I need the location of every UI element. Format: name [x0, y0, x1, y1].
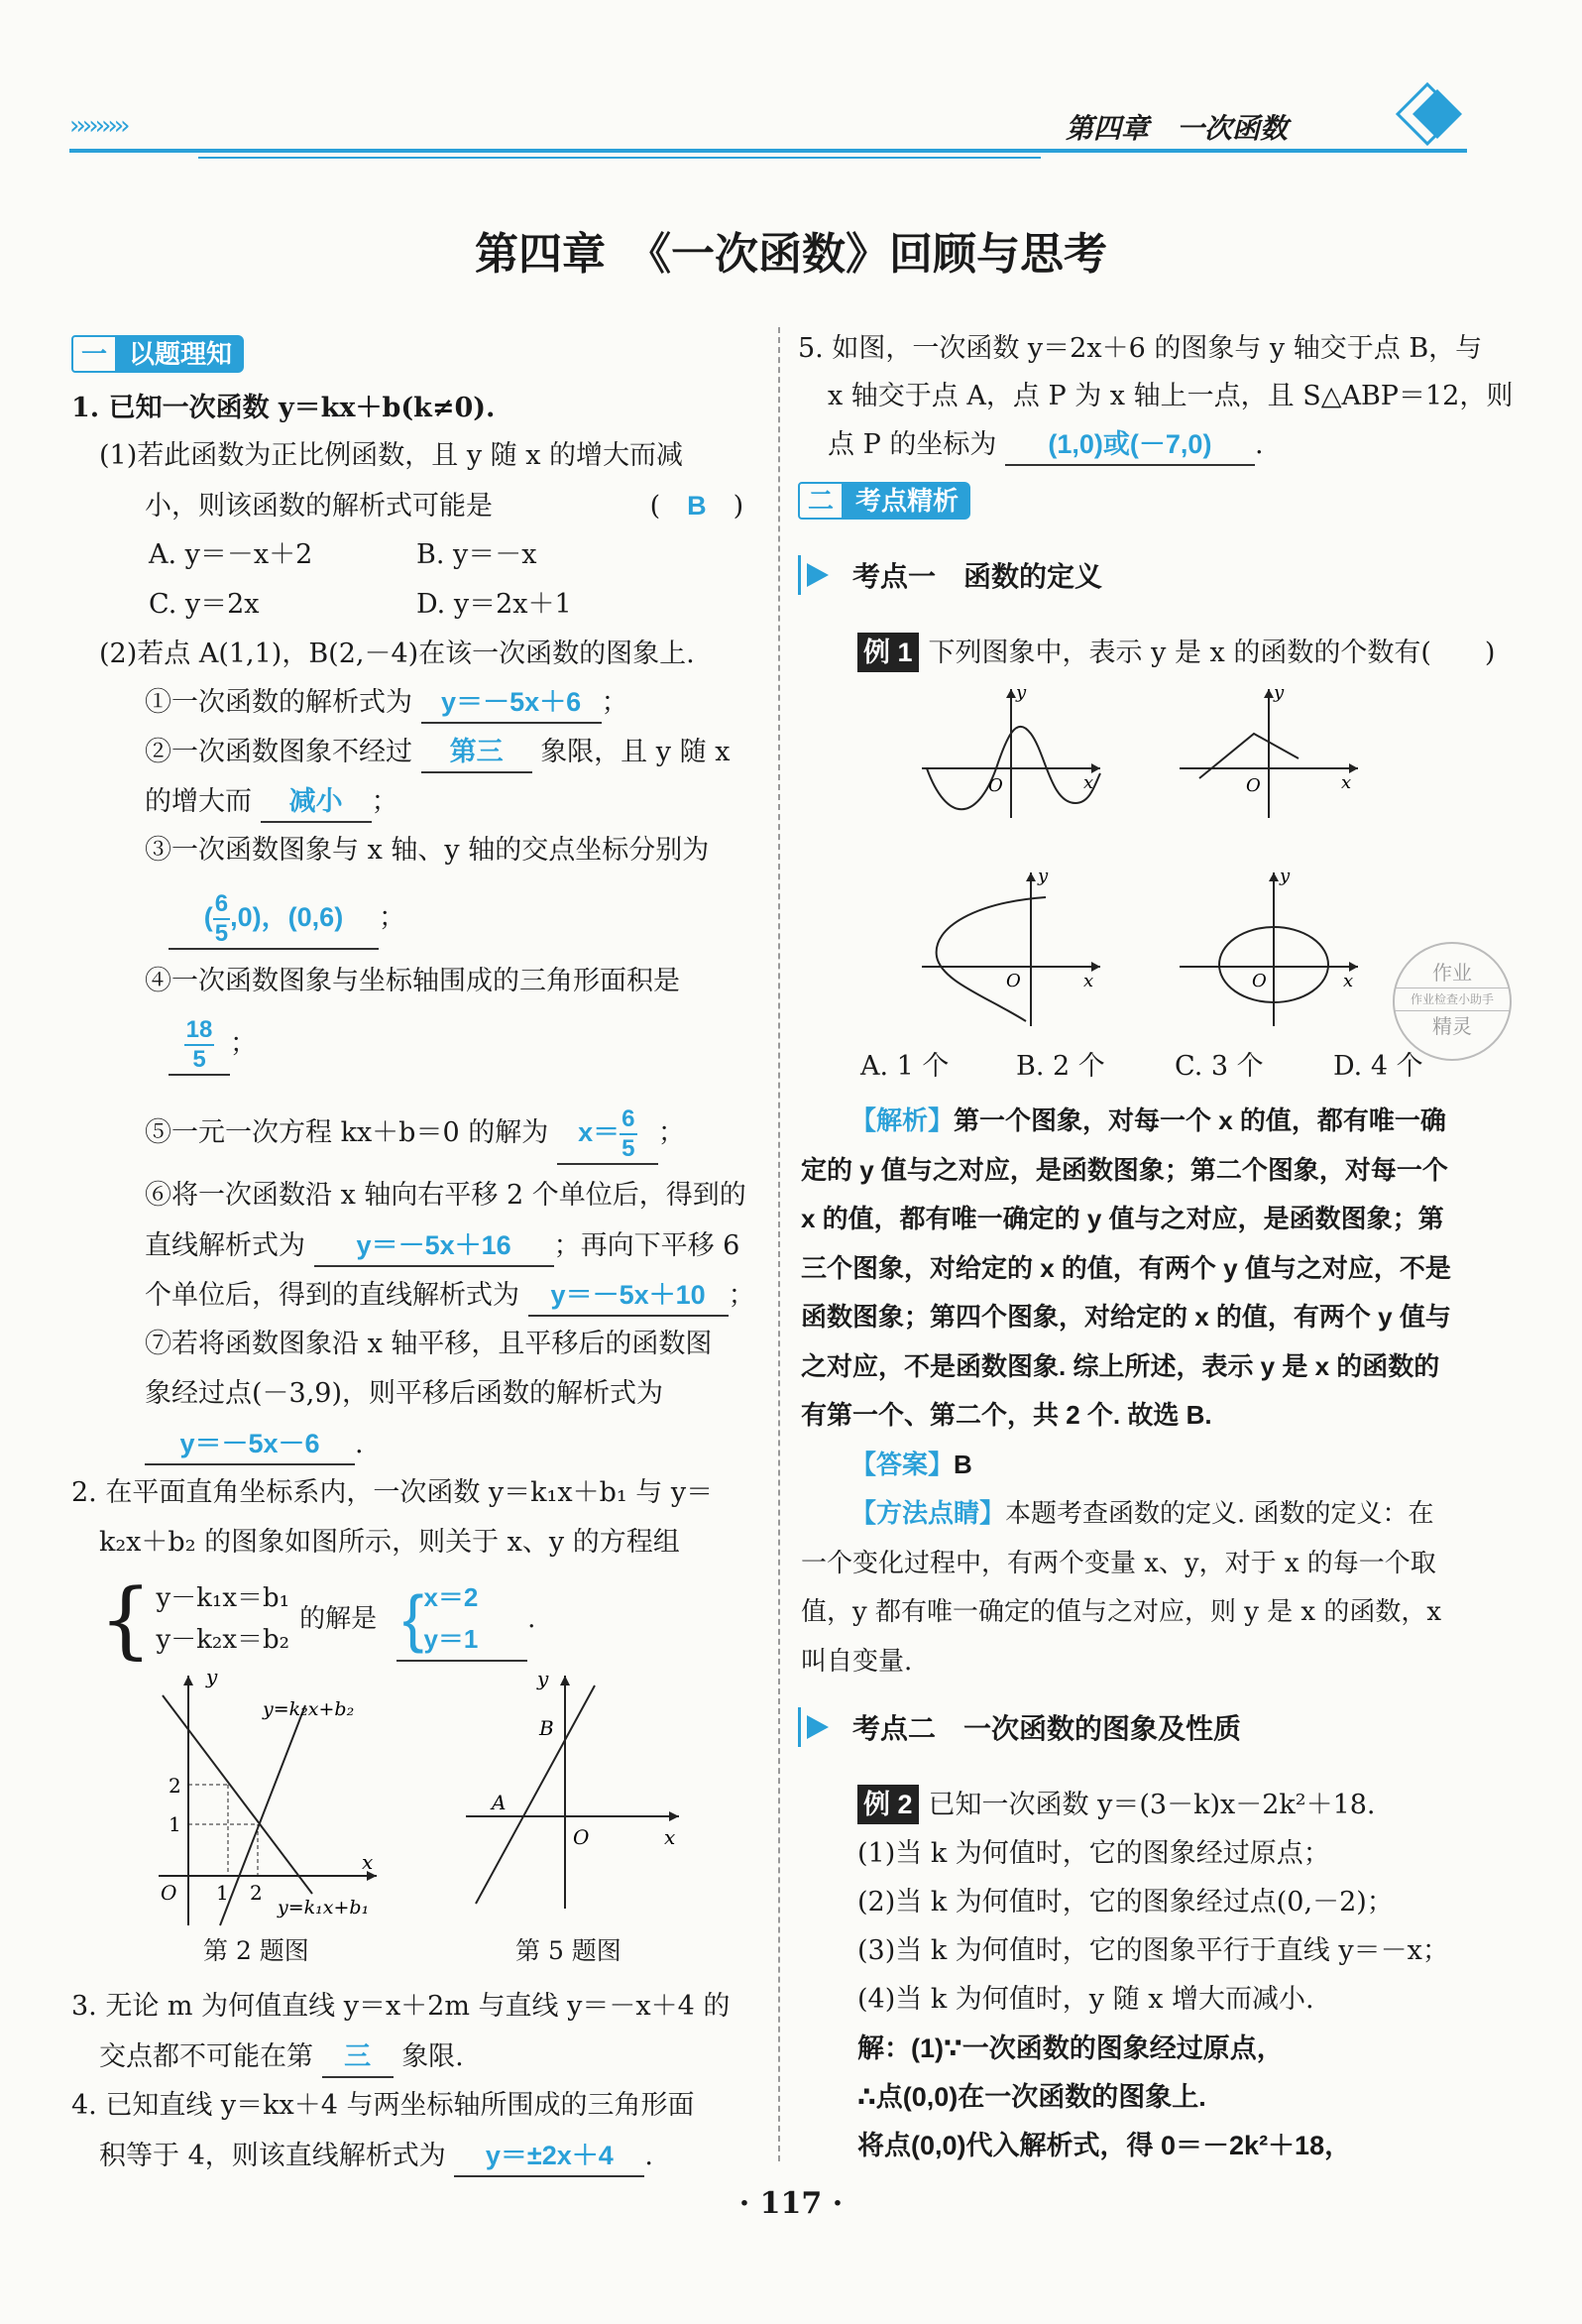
arrow-icon [798, 1707, 841, 1747]
stamp-top: 作业 [1432, 961, 1472, 985]
q3-line2 [99, 2036, 464, 2078]
q1-p1-line1: (1)若此函数为正比例函数，且 y 随 x 的增大而减 [99, 440, 684, 471]
q3-answer: 三 [322, 2036, 394, 2078]
q1-p1-line2: 小，则该函数的解析式可能是 ( B ) [145, 491, 744, 522]
column-divider [778, 327, 782, 2161]
q2-eq2: y－k₂x＝b₂ [156, 1625, 290, 1655]
ex2-sol2: ∴点(0,0)在一次函数的图象上. [857, 2082, 1206, 2112]
ex2-stem-text: 已知一次函数 y＝(3－k)x－2k²＋18. [928, 1790, 1376, 1820]
header-rule-thin [198, 157, 1041, 159]
kd1-name: 考点一 [852, 561, 937, 592]
g3-y: y [1038, 868, 1049, 886]
analysis-line: 第一个图象，对每一个 x 的值，都有唯一确 [954, 1105, 1446, 1135]
header-decoration-left: ››››››››› [69, 111, 127, 141]
ex2-sol3: 将点(0,0)代入解析式，得 0＝－2k²＋18， [857, 2131, 1352, 2160]
g1-o: O [988, 775, 1003, 796]
header-rule [69, 149, 1467, 153]
fig2-label-k2: y=k₂x+b₂ [263, 1698, 355, 1720]
arrow-icon [798, 555, 841, 595]
kd2-name: 考点二 [852, 1713, 937, 1744]
ex1-tag: 例 1 [857, 633, 919, 672]
stamp-logo [1393, 942, 1512, 1061]
q1-s4: ④一次函数图象与坐标轴围成的三角形面积是 [145, 966, 680, 996]
ex1-graph-2 [1175, 684, 1373, 823]
fig2-tick-1: 1 [169, 1812, 181, 1836]
kaodian-2 [798, 1707, 1241, 1747]
ex1-analysis [801, 1097, 1495, 1489]
ex1-graph-4 [1175, 868, 1373, 1031]
ex1-stem-text: 下列图象中，表示 y 是 x 的函数的个数有( ) [928, 638, 1496, 668]
fig2-label-k1: y=k₁x+b₁ [278, 1897, 370, 1918]
header-chapter: 第四章 一次函数 [1066, 112, 1289, 145]
analysis-line: 定的 y 值与之对应，是函数图象；第二个图象，对每一个 [801, 1154, 1448, 1185]
q2-line1: 2. 在平面直角坐标系内，一次函数 y＝k₁x＋b₁ 与 y＝ [71, 1477, 714, 1508]
q4-answer: y＝±2x＋4 [454, 2136, 644, 2177]
q1-s3-frac-den: 5 [214, 919, 229, 947]
q1-s2-text-b: 象限，且 y 随 x [540, 737, 731, 767]
fig5-x-label: x [664, 1825, 676, 1849]
q1-s5: ⑤一元一次方程 kx＋b＝0 的解为 x＝ $\frac{6}{5}$ ； [145, 1103, 685, 1165]
g4-o: O [1252, 971, 1267, 991]
q1-s5-frac-den: 5 [622, 1134, 635, 1162]
q1-s2-text-a: ②一次函数图象不经过 [145, 737, 412, 767]
section-tag-2 [798, 482, 970, 520]
g2-x: x [1341, 772, 1352, 793]
fig2-x-label: x [362, 1850, 374, 1874]
fig2-y-label: y [206, 1666, 218, 1688]
q1-s4-answer: $\frac{18}{5}$ ； [169, 1013, 257, 1076]
q1-s1-answer: y＝－5x＋6 [421, 682, 602, 724]
q1-s7-line1: ⑦若将函数图象沿 x 轴平移，且平移后的函数图 [145, 1329, 713, 1359]
section2-number: 二 [798, 482, 844, 520]
fig2-line-k2 [220, 1705, 305, 1925]
q1-s5-frac-num: 6 [620, 1105, 636, 1135]
q1-s3-rest: ,0)，(0,6) [230, 902, 344, 932]
fig5-origin: O [573, 1825, 590, 1849]
q1-s6-line1: ⑥将一次函数沿 x 轴向右平移 2 个单位后，得到的 [145, 1180, 746, 1211]
q3-line1: 3. 无论 m 为何值直线 y＝x＋2m 与直线 y＝－x＋4 的 [71, 1991, 731, 2022]
analysis-line: 函数图象；第四个图象，对给定的 x 的值，有两个 y 值与 [801, 1302, 1451, 1332]
ex2-sol1: 解：(1)∵一次函数的图象经过原点， [857, 2034, 1284, 2063]
analysis-tag: 【解析】 [850, 1105, 955, 1135]
q1-s1-text: ①一次函数的解析式为 [145, 687, 412, 718]
fig5-point-a: A [492, 1791, 507, 1814]
g3-x: x [1083, 971, 1094, 991]
q1-s6-answer2: y＝－5x＋10 [528, 1275, 729, 1317]
analysis-line: x 的值，都有唯一确定的 y 值与之对应，是函数图象；第 [801, 1204, 1444, 1233]
q1-s3-frac-num: 6 [213, 890, 230, 920]
q5-line3: 点 P 的坐标为 (1,0)或(－7,0) . [828, 424, 1264, 466]
g3-o: O [1006, 971, 1021, 991]
fig2-tick-x2: 2 [250, 1881, 263, 1905]
ex1-option-d: D. 4 个 [1333, 1051, 1423, 1082]
q1-s6-line2 [145, 1225, 739, 1267]
ex2-q1: (1)当 k 为何值时，它的图象经过原点； [857, 1838, 1330, 1869]
kaodian-1 [798, 555, 1102, 595]
q1-s6-line3: 个单位后，得到的直线解析式为 y＝－5x＋10 ； [145, 1275, 755, 1317]
q2-mid: 的解是 [299, 1604, 378, 1634]
q5-line1: 5. 如图，一次函数 y＝2x＋6 的图象与 y 轴交于点 B，与 [798, 333, 1483, 364]
q1-s5-text: ⑤一元一次方程 kx＋b＝0 的解为 [145, 1117, 549, 1148]
q1-option-d: D. y＝2x＋1 [416, 589, 572, 620]
method-tag: 【方法点睛】 [850, 1498, 1006, 1528]
q1-s3-answer: ( $\frac{6}{5}$ ,0)，(0,6) ； [169, 887, 405, 950]
ex1-option-a: A. 1 个 [860, 1051, 950, 1082]
ex2-q2: (2)当 k 为何值时，它的图象经过点(0,－2)； [857, 1887, 1394, 1917]
q5-answer: (1,0)或(－7,0) [1005, 424, 1255, 466]
q1-s4-frac-num: 18 [184, 1016, 215, 1046]
q1-s6-text-b: ；再向下平移 6 [553, 1230, 740, 1261]
q1-s2-answer: 第三 [421, 732, 532, 773]
q2-ans2: y＝1 [423, 1624, 479, 1654]
q1-stem: 1. 已知一次函数 y＝kx＋b(k≠0). [71, 393, 496, 423]
method-line: 叫自变量. [801, 1646, 913, 1677]
ex1-answer: B [954, 1449, 972, 1479]
q1-s6-text-a: 直线解析式为 [145, 1230, 305, 1261]
q4-line2: 积等于 4，则该直线解析式为 y＝±2x＋4 . [99, 2136, 653, 2177]
q1-p2-stem: (2)若点 A(1,1)，B(2,－4)在该一次函数的图象上. [99, 639, 695, 669]
ex1-stem [857, 633, 1495, 673]
ex2-tag: 例 2 [857, 1785, 919, 1824]
q4-line1: 4. 已知直线 y＝kx＋4 与两坐标轴所围成的三角形面 [71, 2090, 695, 2121]
ex1-option-c: C. 3 个 [1175, 1051, 1264, 1082]
method-line: 一个变化过程中，有两个变量 x、y，对于 x 的每一个取 [801, 1548, 1436, 1578]
q1-s4-frac-den: 5 [192, 1045, 206, 1073]
page-number: · 117 · [738, 2186, 844, 2221]
ex1-option-b: B. 2 个 [1016, 1051, 1105, 1082]
q1-s6-text-c: 个单位后，得到的直线解析式为 [145, 1280, 519, 1311]
q5-text-a: 点 P 的坐标为 [828, 429, 997, 460]
g2-o: O [1246, 775, 1261, 796]
section-number: 一 [71, 335, 117, 373]
q2-line2: k₂x＋b₂ 的图象如图所示，则关于 x、y 的方程组 [99, 1527, 680, 1558]
fig2-origin: O [161, 1881, 177, 1905]
ex2-q4: (4)当 k 为何值时，y 随 x 增大而减小. [857, 1984, 1314, 2015]
q1-option-a: A. y＝－x＋2 [149, 539, 313, 570]
g1-x: x [1083, 772, 1094, 793]
q1-s2 [145, 732, 730, 773]
g2-y: y [1274, 684, 1285, 703]
q1-s2-text-c: 的增大而 [145, 786, 252, 817]
q2-eq1: y－k₁x＝b₁ [156, 1583, 290, 1613]
q3-text-a: 交点都不可能在第 [99, 2041, 313, 2072]
section-label: 以题理知 [117, 335, 244, 373]
g4-y: y [1280, 868, 1291, 886]
analysis-line: 三个图象，对给定的 x 的值，有两个 y 值与之对应，不是 [801, 1252, 1451, 1283]
method-line: 本题考查函数的定义. 函数的定义：在 [1005, 1499, 1434, 1529]
q1-s7-answer: y＝－5x－6 . [145, 1424, 364, 1465]
page-title: 第四章 《一次函数》回顾与思考 [475, 230, 1107, 279]
ex2-stem [857, 1785, 1376, 1825]
q1-p1-answer: B [687, 491, 707, 521]
q4-text-a: 积等于 4，则该直线解析式为 [99, 2141, 446, 2171]
stamp-mid: 作业检查小助手 [1395, 988, 1510, 1011]
g4-x: x [1343, 971, 1354, 991]
ex1-graph-1 [917, 684, 1115, 823]
q1-option-c: C. y＝2x [149, 589, 260, 620]
q1-s6-answer1: y＝－5x＋16 [314, 1225, 554, 1267]
answer-tag: 【答案】 [850, 1449, 955, 1479]
figure-5 [456, 1666, 694, 1923]
analysis-line: 有第一个、第二个，共 2 个. 故选 B. [801, 1400, 1212, 1430]
fig5-y-label: y [537, 1667, 549, 1690]
stamp-bottom: 精灵 [1432, 1014, 1472, 1038]
fig2-tick-2: 2 [169, 1774, 181, 1798]
ex1-graph-3 [917, 868, 1115, 1031]
fig2-line-k1 [163, 1695, 312, 1894]
figure-2 [139, 1666, 396, 1933]
q1-s2-cont: 的增大而 减小 ； [145, 781, 398, 823]
ex1-method [801, 1489, 1495, 1686]
header-diamond-icon [1358, 69, 1477, 159]
q1-s7-line2: 象经过点(－3,9)，则平移后函数的解析式为 [145, 1378, 664, 1409]
q1-s2-answer2: 减小 [261, 781, 372, 823]
method-line: 值，y 都有唯一确定的值与之对应，则 y 是 x 的函数，x [801, 1597, 1442, 1627]
fig5-point-b: B [539, 1716, 554, 1740]
q1-p1-text: 小，则该函数的解析式可能是 [145, 491, 493, 522]
q1-s5-x: x＝ [578, 1117, 621, 1147]
fig2-tick-x1: 1 [216, 1881, 229, 1905]
q1-option-b: B. y＝－x [416, 539, 537, 570]
q1-s1: ①一次函数的解析式为 y＝－5x＋6 ； [145, 682, 628, 724]
q1-s3: ③一次函数图象与 x 轴、y 轴的交点坐标分别为 [145, 835, 710, 866]
analysis-line: 之对应，不是函数图象. 综上所述，表示 y 是 x 的函数的 [801, 1350, 1440, 1381]
g1-y: y [1016, 684, 1027, 703]
q2-system: { y－k₁x＝b₁ y－k₂x＝b₂ 的解是 { x＝2 y＝1 . [99, 1570, 536, 1668]
fig5-caption: 第 5 题图 [515, 1936, 622, 1965]
q3-text-b: 象限. [401, 2041, 464, 2072]
fig2-caption: 第 2 题图 [203, 1936, 309, 1965]
ex2-q3: (3)当 k 为何值时，它的图象平行于直线 y＝－x； [857, 1935, 1449, 1966]
q2-ans1: x＝2 [423, 1582, 479, 1612]
q5-line2: x 轴交于点 A，点 P 为 x 轴上一点，且 S△ABP＝12，则 [828, 381, 1514, 411]
kd1-title: 函数的定义 [963, 561, 1103, 592]
section2-label: 考点精析 [844, 482, 970, 520]
kd2-title: 一次函数的图象及性质 [963, 1713, 1242, 1744]
q1-s7-answer-text: y＝－5x－6 [145, 1424, 355, 1465]
section-tag-1 [71, 335, 244, 373]
